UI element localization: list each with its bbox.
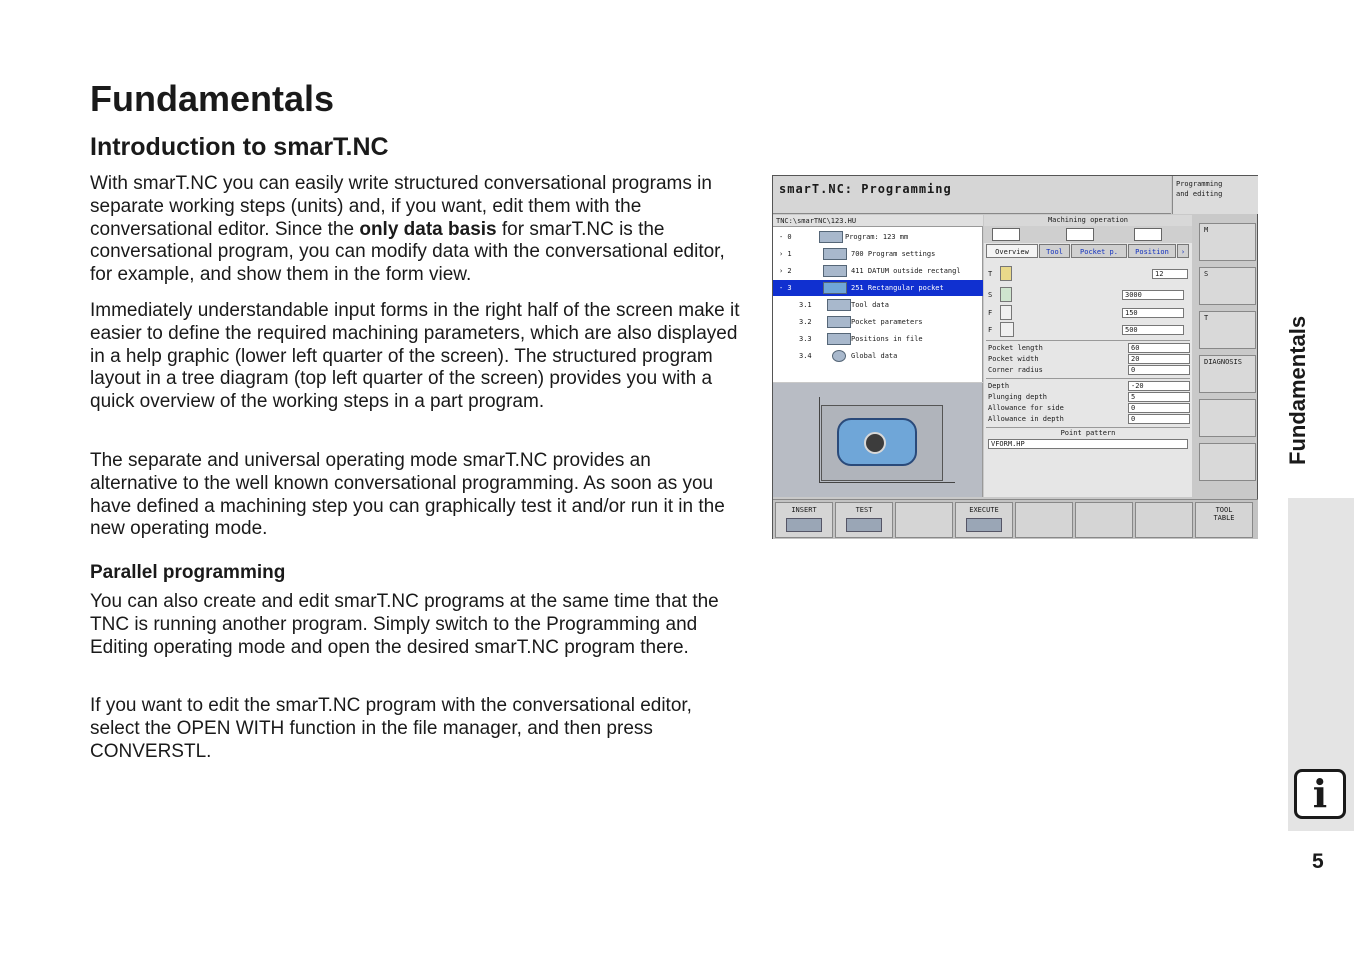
- tree-item-label: 411 DATUM outside rectangl: [851, 267, 961, 275]
- pocket-length-input[interactable]: 60: [1128, 343, 1190, 353]
- program-tree: [773, 227, 983, 382]
- pocket-icon: [823, 282, 847, 294]
- input-form: [984, 215, 1192, 497]
- corner-radius-row: [986, 365, 1190, 376]
- tool-icon: [827, 299, 851, 311]
- roughing-option-icon[interactable]: [992, 228, 1020, 241]
- subsection-title: Parallel programming: [90, 562, 286, 583]
- page-number: 5: [1312, 850, 1324, 873]
- x-axis: [819, 482, 955, 483]
- softkey-label: T: [1204, 314, 1209, 322]
- datum-icon: [823, 265, 847, 277]
- tree-item[interactable]: [773, 229, 983, 245]
- execute-button[interactable]: [955, 502, 1013, 538]
- tree-item-label: 251 Rectangular pocket: [851, 284, 944, 292]
- field-label: Corner radius: [988, 366, 1043, 374]
- page-title: Fundamentals: [90, 78, 335, 119]
- tree-item-number: - 3: [779, 284, 792, 292]
- pocket-width-row: [986, 354, 1190, 365]
- tree-item-label: Program: 123 mm: [845, 233, 909, 241]
- intro-text-start: With smarT.NC you can easily write structured conversational programs in separate working steps (units) and, if you want, edit them with the conversational editor. Since the: [90, 173, 712, 240]
- field-label: Allowance in depth: [988, 415, 1064, 423]
- tree-item-selected[interactable]: [773, 280, 983, 296]
- tab-scroll-arrow-icon[interactable]: ›: [1177, 244, 1189, 258]
- test-icon: [846, 518, 882, 532]
- field-label: T: [988, 270, 993, 278]
- y-axis: [819, 397, 820, 483]
- smartnc-screenshot: [772, 175, 1258, 539]
- tab-overview[interactable]: Overview: [986, 244, 1038, 258]
- allowance-side-input[interactable]: 0: [1128, 403, 1190, 413]
- tree-item-label: Positions in file: [851, 335, 923, 343]
- insert-button[interactable]: [775, 502, 833, 538]
- settings-icon: [823, 248, 847, 260]
- field-label: Allowance for side: [988, 404, 1064, 412]
- tab-pocket-parameters[interactable]: Pocket p.: [1071, 244, 1127, 258]
- empty-softkey[interactable]: [1015, 502, 1073, 538]
- field-label: Pocket width: [988, 355, 1039, 363]
- tree-item-number: 3.3: [799, 335, 812, 343]
- tree-item-label: Tool data: [851, 301, 889, 309]
- tree-item-label: Global data: [851, 352, 898, 360]
- tree-item-number: › 2: [779, 267, 792, 275]
- empty-softkey[interactable]: [1199, 443, 1256, 481]
- tree-item[interactable]: [773, 246, 983, 262]
- field-label: S: [988, 291, 993, 299]
- mode-line-1: Programming: [1176, 180, 1223, 188]
- parallel-paragraph: You can also create and edit smarT.NC programs at the same time that the TNC is running another program. Simply switch to the Programming and Editing operating mode and open the desired smarT.NC program there.: [90, 591, 719, 658]
- intro-text-end: for smarT.NC is the conversational program, you can modify data with the conversational editor, for example, and show them in the form view.: [90, 218, 725, 286]
- milling-feed-input[interactable]: 500: [1122, 325, 1184, 335]
- intro-bold-text: only data basis: [359, 218, 497, 240]
- tree-item[interactable]: [773, 263, 983, 279]
- allowance-depth-input[interactable]: 0: [1128, 414, 1190, 424]
- tool-number-row: [986, 269, 1190, 280]
- tab-position[interactable]: Position: [1128, 244, 1176, 258]
- depth-row: [986, 381, 1190, 392]
- form-tabs: [984, 244, 1192, 258]
- softkey-label: TOOL: [1215, 506, 1233, 514]
- execute-icon: [966, 518, 1002, 532]
- plunge-feed-row: [986, 308, 1190, 319]
- mode-line-2: and editing: [1176, 190, 1223, 198]
- tree-item-number: 3.4: [799, 352, 812, 360]
- tool-number-input[interactable]: 12: [1152, 269, 1188, 279]
- globe-icon: [832, 350, 846, 362]
- program-icon: [819, 231, 843, 243]
- intro-paragraph: [90, 173, 742, 287]
- empty-softkey[interactable]: [895, 502, 953, 538]
- softkey-label: INSERT: [791, 506, 817, 514]
- softkey-label: EXECUTE: [969, 506, 999, 514]
- plunging-depth-row: [986, 392, 1190, 403]
- field-label: Pocket length: [988, 344, 1043, 352]
- screen-header: [773, 176, 1171, 214]
- tree-item[interactable]: [773, 314, 983, 330]
- tree-item-number: 3.2: [799, 318, 812, 326]
- softkey-label: S: [1204, 270, 1209, 278]
- info-icon: [1294, 769, 1346, 819]
- form-heading: Machining operation: [984, 215, 1192, 226]
- tab-tool[interactable]: Tool: [1039, 244, 1070, 258]
- softkey-label: TABLE: [1213, 514, 1235, 522]
- allowance-depth-row: [986, 414, 1190, 425]
- tree-item[interactable]: [773, 331, 983, 347]
- tree-item-label: Pocket parameters: [851, 318, 923, 326]
- empty-softkey[interactable]: [1135, 502, 1193, 538]
- field-label: F: [988, 326, 993, 334]
- softkey-label: DIAGNOSIS: [1204, 358, 1242, 366]
- softkey-bar: [773, 499, 1258, 539]
- empty-softkey[interactable]: [1199, 399, 1256, 437]
- spindle-button[interactable]: [1199, 267, 1256, 305]
- milling-feed-row: [986, 325, 1190, 336]
- allowance-side-row: [986, 403, 1190, 414]
- m-function-button[interactable]: [1199, 223, 1256, 261]
- mode-indicator: [1172, 176, 1258, 214]
- pocket-parameters-icon: [827, 316, 851, 328]
- help-graphic: [773, 383, 983, 497]
- tree-item-number: - 0: [779, 233, 792, 241]
- empty-softkey[interactable]: [1075, 502, 1133, 538]
- vertical-softkeys: [1197, 215, 1258, 497]
- field-label: Depth: [988, 382, 1010, 390]
- field-label: F: [988, 309, 993, 317]
- softkey-label: TEST: [855, 506, 873, 514]
- screen-title: smarT.NC: Programming: [779, 182, 952, 196]
- operation-selector: [984, 226, 1192, 243]
- softkey-label: M: [1204, 226, 1209, 234]
- test-button[interactable]: [835, 502, 893, 538]
- spindle-icon: [1000, 287, 1012, 302]
- diagnosis-button[interactable]: [1199, 355, 1256, 393]
- tree-item[interactable]: [773, 297, 983, 313]
- chapter-label: Fundamentals: [1285, 315, 1310, 465]
- floor-finishing-option-icon[interactable]: [1066, 228, 1094, 241]
- plunge-feed-icon: [1000, 305, 1012, 320]
- file-path: TNC:\smarTNC\123.HU: [773, 215, 983, 227]
- forms-paragraph: Immediately understandable input forms in the right half of the screen make it easier to define the required machining parameters, which are also displayed in a help graphic (lower left quarter of the screen). The structured program layout in a tree diagram (top left quarter of the screen) provides you with a quick overview of the working steps in a part program.: [90, 300, 740, 413]
- spindle-speed-input[interactable]: 3000: [1122, 290, 1184, 300]
- milling-feed-icon: [1000, 322, 1014, 337]
- milling-tool-icon: [864, 432, 886, 454]
- corner-radius-input[interactable]: 0: [1128, 365, 1190, 375]
- tree-item[interactable]: [773, 348, 983, 364]
- positions-icon: [827, 333, 851, 345]
- section-title: Introduction to smarT.NC: [90, 133, 389, 161]
- tree-item-label: 700 Program settings: [851, 250, 936, 258]
- insert-icon: [786, 518, 822, 532]
- point-pattern-heading: Point pattern: [1060, 429, 1116, 437]
- point-file-row: [986, 439, 1190, 450]
- editor-paragraph: If you want to edit the smarT.NC program with the conversational editor, select the OPEN WITH function in the file manager, and then press CONVERSTL.: [90, 695, 692, 762]
- divider: [986, 378, 1190, 379]
- depth-input[interactable]: -20: [1128, 381, 1190, 391]
- pocket-length-row: [986, 343, 1190, 354]
- plunge-feed-input[interactable]: 150: [1122, 308, 1184, 318]
- tree-item-number: › 1: [779, 250, 792, 258]
- spindle-speed-row: [986, 290, 1190, 301]
- field-label: Plunging depth: [988, 393, 1048, 401]
- point-file-input[interactable]: VFORM.HP: [988, 439, 1188, 449]
- tool-icon: [1000, 266, 1012, 281]
- pocket-width-input[interactable]: 20: [1128, 354, 1190, 364]
- info-glyph: i: [1312, 771, 1328, 816]
- tree-item-number: 3.1: [799, 301, 812, 309]
- mode-paragraph: The separate and universal operating mode smarT.NC provides an alternative to the well known conversational programming. As soon as you have defined a machining step you can graphically test it and/or run it in the new operating mode.: [90, 450, 725, 540]
- plunging-depth-input[interactable]: 5: [1128, 392, 1190, 402]
- side-finishing-option-icon[interactable]: [1134, 228, 1162, 241]
- tool-call-button[interactable]: [1199, 311, 1256, 349]
- divider: [986, 340, 1190, 341]
- tool-table-button[interactable]: [1195, 502, 1253, 538]
